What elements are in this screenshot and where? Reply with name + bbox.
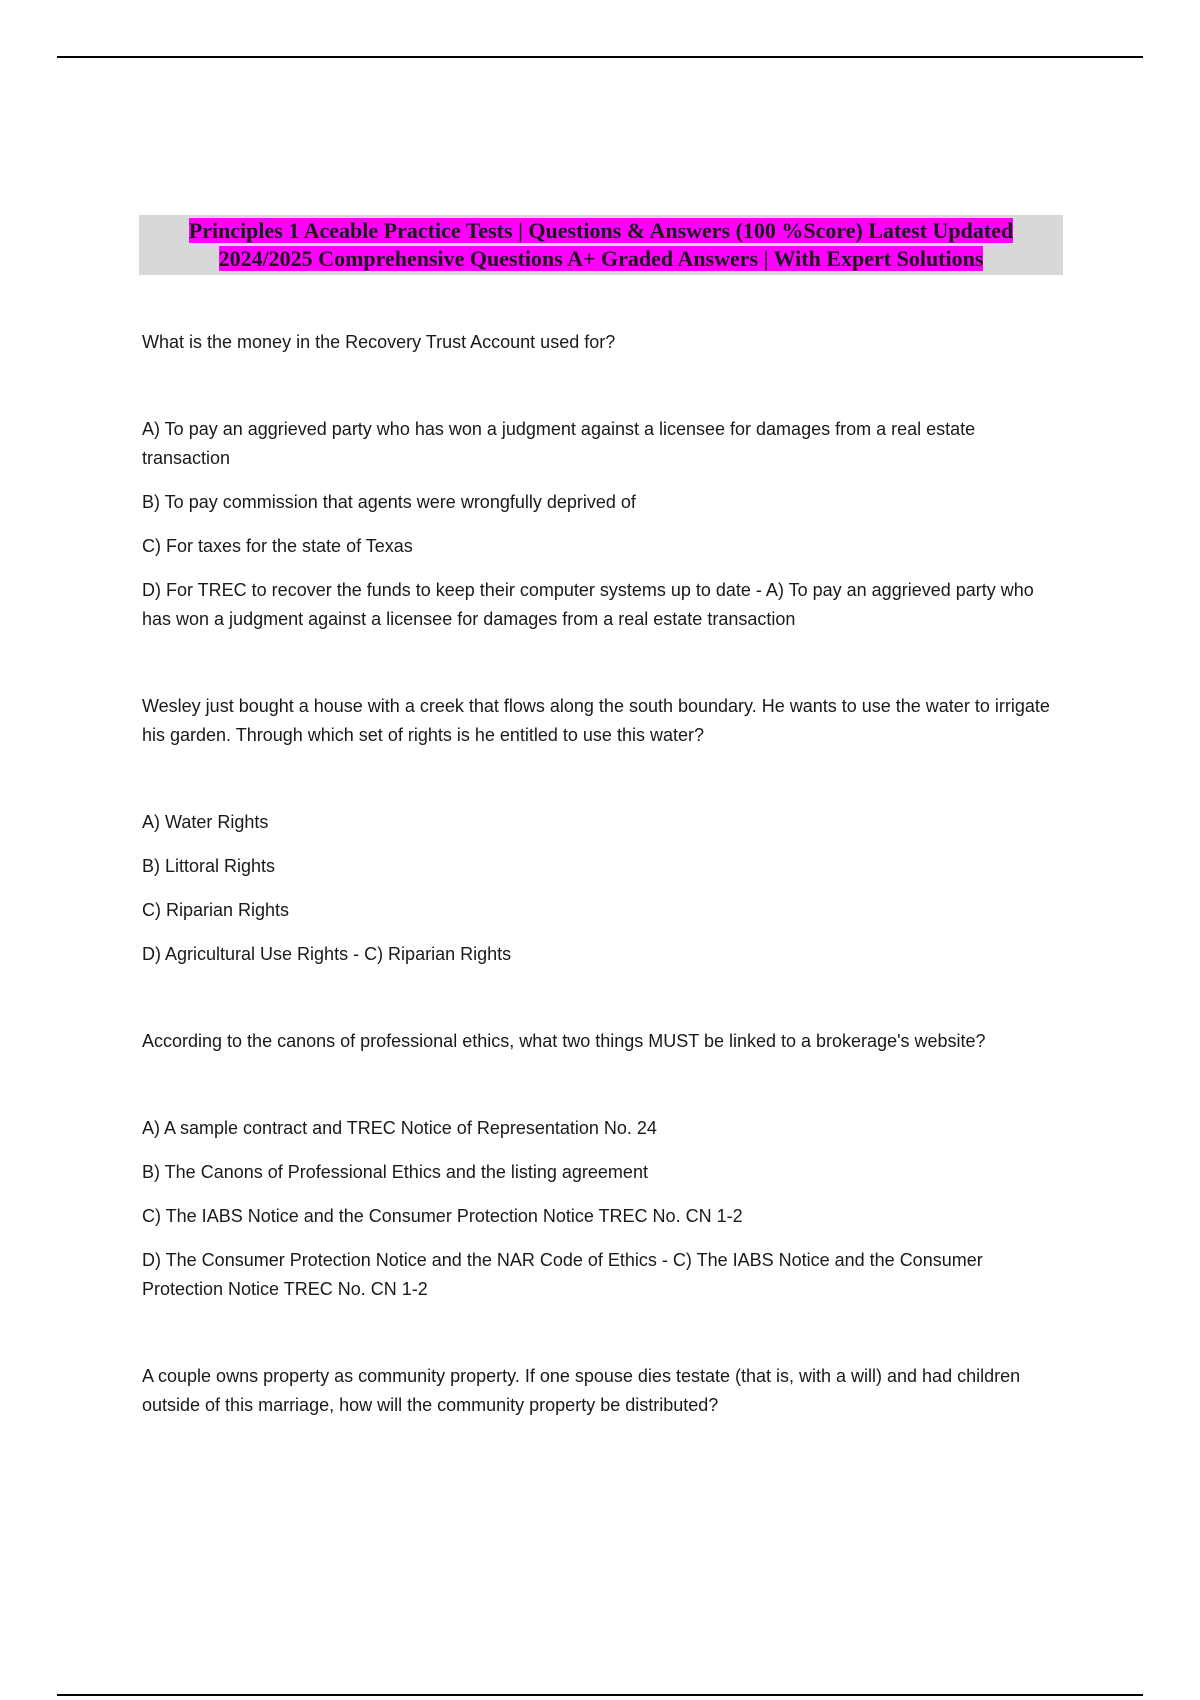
qa-content xyxy=(142,328,1062,1478)
question-3: According to the canons of professional ethics, what two things MUST be linked to a brokerage's website? xyxy=(142,1031,986,1051)
document-title xyxy=(139,215,1063,275)
option-2a: A) Water Rights xyxy=(142,812,269,832)
option-3b: B) The Canons of Professional Ethics and the listing agreement xyxy=(142,1162,648,1182)
option-1c: C) For taxes for the state of Texas xyxy=(142,536,413,556)
qa-block-1 xyxy=(142,328,1062,634)
title-line-1: Principles 1 Aceable Practice Tests | Questions & Answers (100 %Score) Latest Updated xyxy=(188,218,1014,243)
option-2c: C) Riparian Rights xyxy=(142,900,290,920)
title-line-2: 2024/2025 Comprehensive Questions A+ Graded Answers | With Expert Solutions xyxy=(218,246,984,271)
option-2d-answer: D) Agricultural Use Rights - C) Riparian Rights xyxy=(142,944,512,964)
option-1d-answer: D) For TREC to recover the funds to keep their computer systems up to date - A) To pay an aggrieved party who has won a judgment against a licensee for damages from a real estate transaction xyxy=(142,580,1034,629)
bottom-rule xyxy=(57,1694,1143,1696)
options-2 xyxy=(142,808,1062,969)
option-1a: A) To pay an aggrieved party who has won a judgment against a licensee for damages from a real estate transaction xyxy=(142,419,976,468)
option-2b: B) Littoral Rights xyxy=(142,856,276,876)
qa-block-4 xyxy=(142,1362,1062,1420)
options-3 xyxy=(142,1114,1062,1304)
question-4: A couple owns property as community property. If one spouse dies testate (that is, with a will) and had children outside of this marriage, how will the community property be distributed? xyxy=(142,1366,1021,1415)
question-2: Wesley just bought a house with a creek that flows along the south boundary. He wants to use the water to irrigate his garden. Through which set of rights is he entitled to use this water? xyxy=(142,696,1050,745)
options-1 xyxy=(142,415,1062,634)
qa-block-2 xyxy=(142,692,1062,969)
top-rule xyxy=(57,56,1143,58)
option-3d-answer: D) The Consumer Protection Notice and the NAR Code of Ethics - C) The IABS Notice and the Consumer Protection Notice TREC No. CN 1-2 xyxy=(142,1250,983,1299)
qa-block-3 xyxy=(142,1027,1062,1304)
option-1b: B) To pay commission that agents were wrongfully deprived of xyxy=(142,492,636,512)
question-1: What is the money in the Recovery Trust Account used for? xyxy=(142,332,616,352)
option-3c: C) The IABS Notice and the Consumer Protection Notice TREC No. CN 1-2 xyxy=(142,1206,743,1226)
option-3a: A) A sample contract and TREC Notice of Representation No. 24 xyxy=(142,1118,657,1138)
